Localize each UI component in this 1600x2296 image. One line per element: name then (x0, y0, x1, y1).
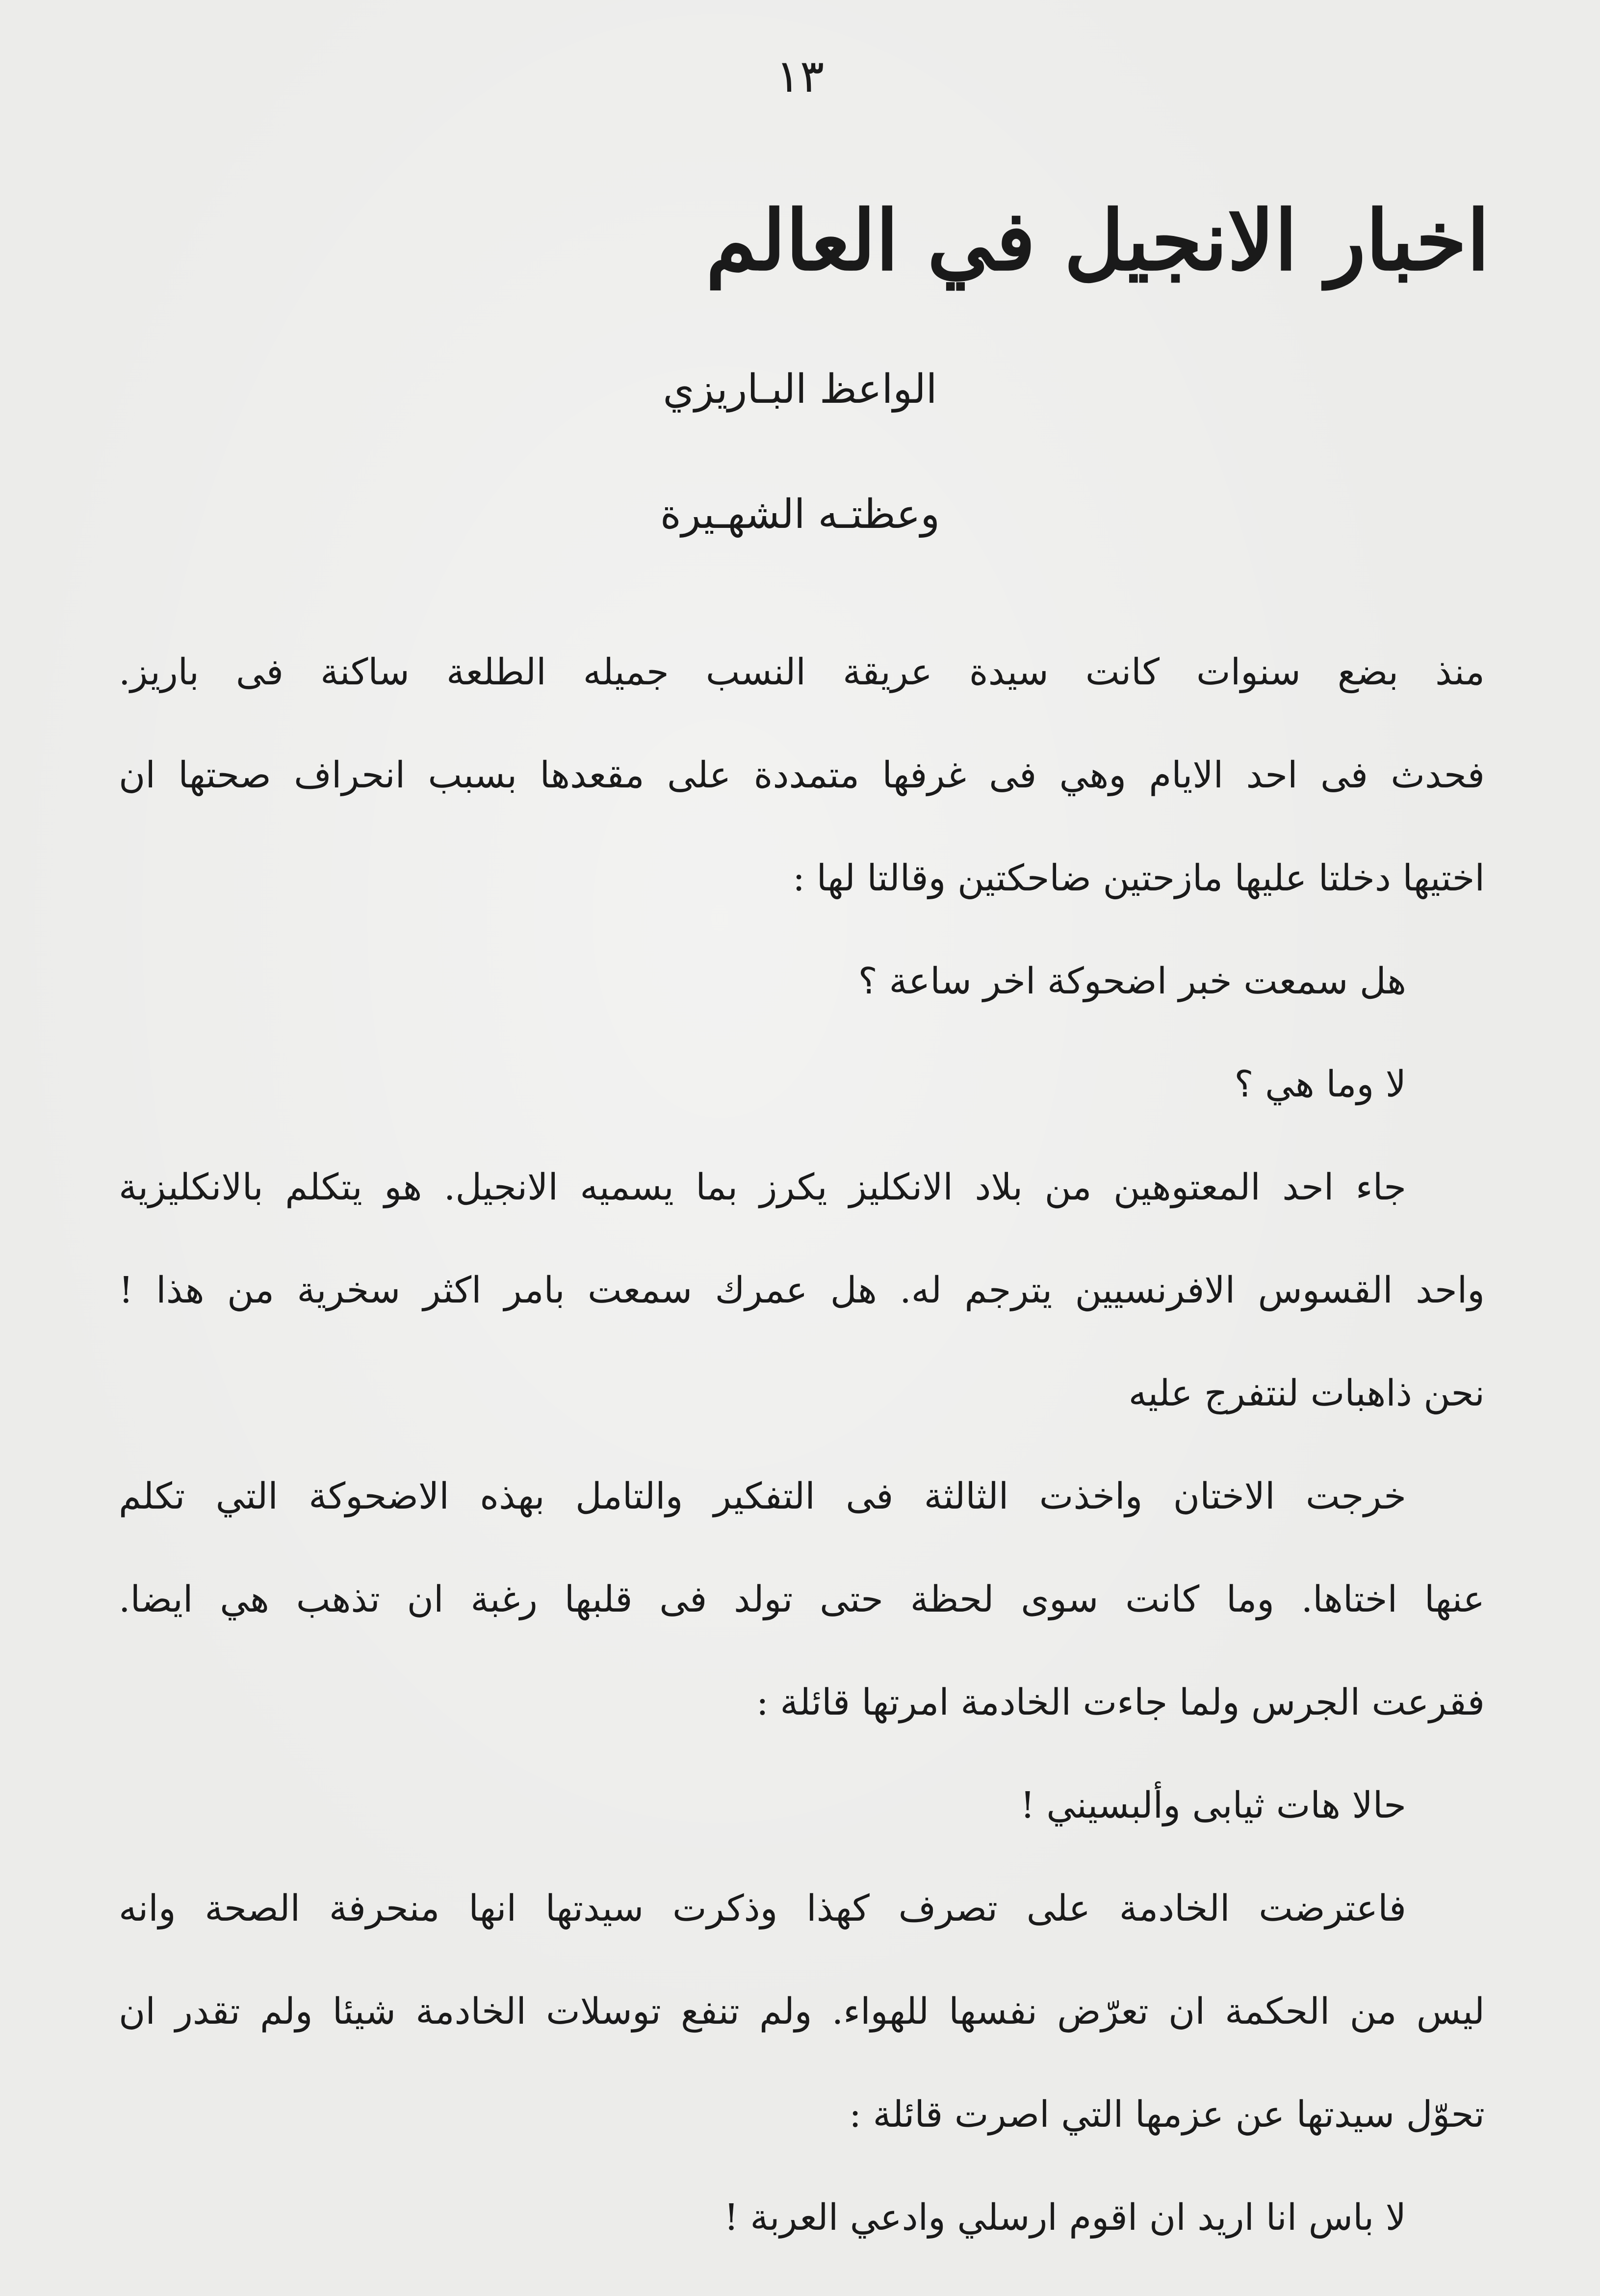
section-subtitle: وعظتـه الشهـيرة (660, 491, 940, 538)
text-line: منذ بضع سنوات كانت سيدة عريقة النسب جميله الطلعة ساكنة فى باريز. (119, 651, 1485, 693)
text-line: نحن ذاهبات لنتفرج عليه (1128, 1372, 1485, 1414)
text-line: فحدث فى احد الايام وهي فى غرفها متمددة على مقعدها بسبب انحراف صحتها ان (119, 754, 1485, 796)
text-line: ليس من الحكمة ان تعرّض نفسها للهواء. ولم تنفع توسلات الخادمة شيئا ولم تقدر ان (119, 1990, 1485, 2033)
text-line: حالا هات ثيابى وألبسيني ! (1020, 1784, 1406, 1826)
text-line: فاعترضت الخادمة على تصرف كهذا وذكرت سيدتها انها منحرفة الصحة وانه (119, 1887, 1406, 1930)
text-line: لا وما هي ؟ (1234, 1063, 1406, 1105)
section-subtitle: الواعظ البـاريزي (663, 366, 937, 413)
text-line: اختيها دخلتا عليها مازحتين ضاحكتين وقالتا لها : (793, 857, 1485, 899)
chapter-title: اخبار الانجيل في العالم (705, 192, 1490, 289)
text-line: عنها اختاها. وما كانت سوى لحظة حتى تولد فى قلبها رغبة ان تذهب هي ايضا. (119, 1578, 1485, 1620)
text-line: لا باس انا اريد ان اقوم ارسلي وادعي العربة ! (724, 2196, 1406, 2239)
text-line: جاء احد المعتوهين من بلاد الانكليز يكرز بما يسميه الانجيل. هو يتكلم بالانكليزية (119, 1166, 1407, 1208)
text-line: فقرعت الجرس ولما جاءت الخادمة امرتها قائلة : (756, 1681, 1485, 1723)
page-number: ١٣ (775, 50, 825, 103)
text-line: هل سمعت خبر اضحوكة اخر ساعة ؟ (858, 960, 1406, 1002)
text-line: خرجت الاختان واخذت الثالثة فى التفكير والتامل بهذه الاضحوكة التي تكلم (119, 1475, 1406, 1517)
body-text (119, 621, 1485, 2269)
text-line: واحد القسوس الافرنسيين يترجم له. هل عمرك سمعت بامر اكثر سخرية من هذا ! (119, 1269, 1485, 1311)
text-line: تحوّل سيدتها عن عزمها التي اصرت قائلة : (849, 2093, 1485, 2136)
